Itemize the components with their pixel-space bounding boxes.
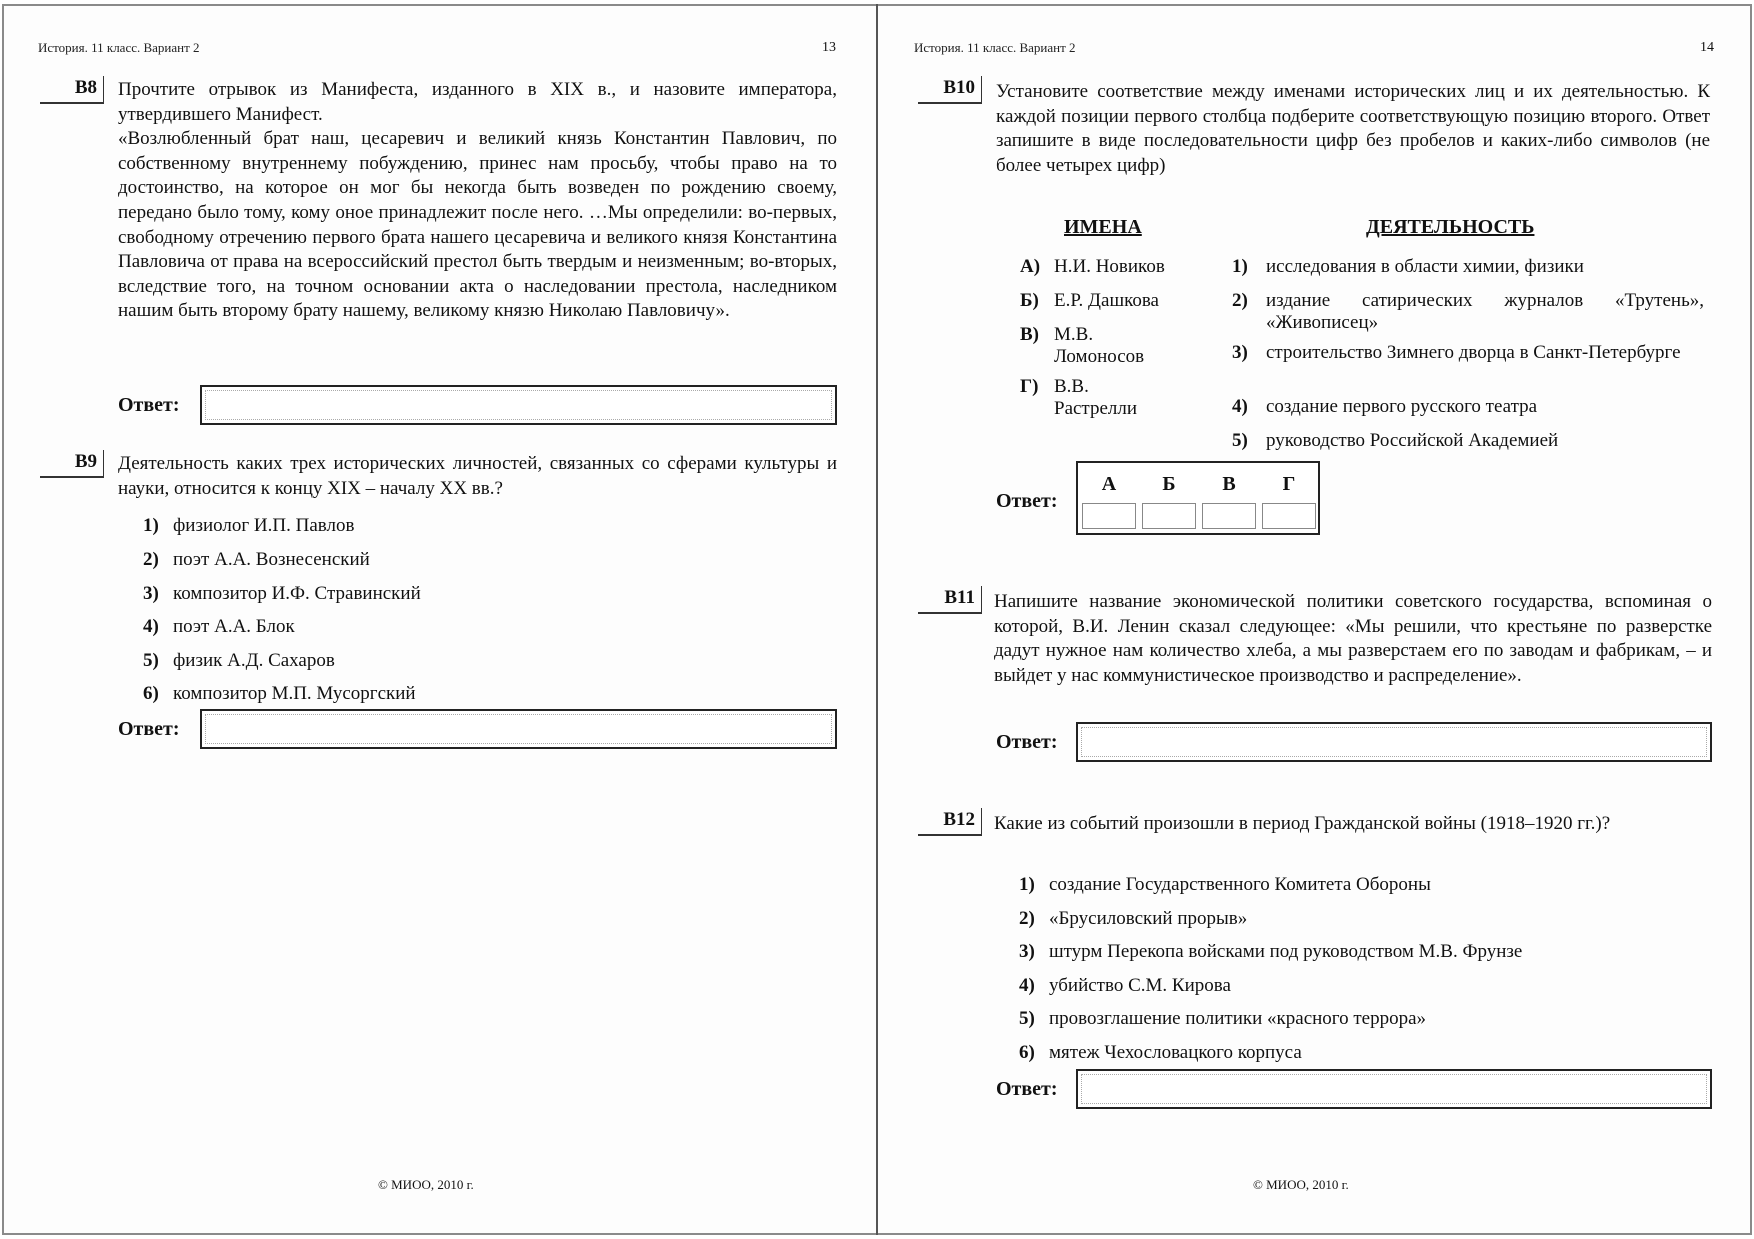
task-prompt: Установите соответствие между именами исторических лиц и их деятельностью. К каждой позиции первого столбца подберите соответствующую позицию второго. Ответ запишите в виде последовательности цифр без пробелов и каких-либо символов (не более четырех цифр) <box>996 81 1710 176</box>
option: 4) поэт А.А. Блок <box>143 616 295 637</box>
grid-column-v: В <box>1222 473 1236 495</box>
answer-field[interactable] <box>1076 722 1712 762</box>
option: 3) композитор И.Ф. Стравинский <box>143 583 421 604</box>
answer-cell-g[interactable] <box>1262 503 1316 529</box>
manifesto-quote: «Возлюбленный брат наш, цесаревич и великий князь Константин Павлович, по собственному внутреннему побуждению, принес нам просьбу, чтобы право на то достоинство, на которое он мог бы некогда быть возведен по рождению своему, передано было тому, кому оное принадлежит после него. …Мы определили: во-первых, свободному отречению первого брата нашего цесаревича и великого князя Константина Павловича от права на всероссийский престол быть твердым и неизменным; во-вторых, вследствие того, на точном основании акта о наследовании престола, наследником нашим быть второму брату нашему, великому князю Николаю Павловичу». <box>118 128 837 322</box>
option: 2) поэт А.А. Вознесенский <box>143 549 370 570</box>
answer-field[interactable] <box>200 385 837 425</box>
page-14: История. 11 класс. Вариант 2 14 B10 Установите соответствие между именами исторических лиц и их деятельностью. К каждой позиции первого столбца подберите соответствующую позицию второго. Ответ запишите в виде последовательности цифр без пробелов и каких-либо символов (не более четырех цифр) ИМЕНА ДЕЯТЕЛЬНОСТЬ А) Н.И. Новиков Б) Е.Р. Дашкова В) М.В. Ломоносов Г) В.В. Растрелли 1) исследования в области химии, физики 2) издание сатирических журналов «Трутень», «Живописец» 3) строительство Зимнего дворца в Санкт-Петербурге 4) создание первого русского театра 5) руководство Российской Академией Ответ: А Б В Г B11 Напишите название экономической политики советского государства, вспоминая о которой, В.И. Ленин сказал следующее: «Мы решили, что крестьяне по разверстке дадут нужное нам количество хлеба, а мы разверстаем его по заводам и фабрикам, – и выйдет у нас коммунистическое производство и распределение». Ответ: B12 Какие из событий произошли в период Гражданской войны (1918–1920 гг.)? 1) создание Государственного Комитета Обороны 2) «Брусиловский прорыв» 3) штурм Перекопа войсками под руководством М.В. Фрунзе 4) убийство С.М. Кирова 5) провозглашение политики «красного террора» 6) мятеж Чехословацкого корпуса Ответ: © МИОО, 2010 г. <box>914 40 1714 1192</box>
activity-heading: ДЕЯТЕЛЬНОСТЬ <box>1366 216 1535 238</box>
running-head: История. 11 класс. Вариант 2 <box>914 40 1076 55</box>
task-label: B12 <box>918 808 982 836</box>
option: 3) штурм Перекопа войсками под руководством М.В. Фрунзе <box>1019 941 1523 962</box>
task-prompt: Деятельность каких трех исторических личностей, связанных со сферами культуры и науки, относится к концу XIX – началу XX вв.? <box>118 453 837 499</box>
task-label: B11 <box>918 586 982 614</box>
answer-label: Ответ: <box>118 718 180 740</box>
answer-cell-b[interactable] <box>1142 503 1196 529</box>
option: 4) убийство С.М. Кирова <box>1019 975 1231 996</box>
grid-column-b: Б <box>1162 473 1176 495</box>
option: 6) композитор М.П. Мусоргский <box>143 683 416 704</box>
task-text <box>118 78 837 324</box>
answer-cell-a[interactable] <box>1082 503 1136 529</box>
page-13 <box>0 4 876 1235</box>
names-heading: ИМЕНА <box>1064 216 1142 238</box>
page-number: 13 <box>822 40 836 55</box>
answer-field[interactable] <box>200 709 837 749</box>
task-prompt: Какие из событий произошли в период Гражданской войны (1918–1920 гг.)? <box>994 813 1611 834</box>
option: 5) физик А.Д. Сахаров <box>143 650 335 671</box>
page-number: 14 <box>1700 40 1714 55</box>
answer-grid <box>1076 461 1320 535</box>
answer-label: Ответ: <box>996 490 1058 512</box>
copyright-footer: © МИОО, 2010 г. <box>1253 1177 1349 1192</box>
task-prompt: Напишите название экономической политики советского государства, вспоминая о которой, В.И. Ленин сказал следующее: «Мы решили, что крестьяне по разверстке дадут нужное нам количество хлеба, а мы разверстаем его по заводам и фабрикам, – и выйдет у нас коммунистическое производство и распределение». <box>994 591 1712 686</box>
grid-column-g: Г <box>1282 473 1296 495</box>
task-label: B8 <box>40 76 104 104</box>
answer-label: Ответ: <box>996 1078 1058 1100</box>
answer-cell-v[interactable] <box>1202 503 1256 529</box>
copyright-footer: © МИОО, 2010 г. <box>378 1177 474 1192</box>
option: 1) физиолог И.П. Павлов <box>143 515 355 536</box>
option: 5) провозглашение политики «красного террора» <box>1019 1008 1427 1029</box>
task-prompt: Прочтите отрывок из Манифеста, изданного в XIX в., и назовите императора, утвердившего Манифест. <box>118 79 837 125</box>
answer-field[interactable] <box>1076 1069 1712 1109</box>
grid-column-a: А <box>1101 473 1117 495</box>
task-label: B10 <box>918 76 982 104</box>
answer-label: Ответ: <box>118 394 180 416</box>
option: 6) мятеж Чехословацкого корпуса <box>1019 1042 1302 1063</box>
option: 2) «Брусиловский прорыв» <box>1019 908 1248 929</box>
running-head: История. 11 класс. Вариант 2 <box>38 40 200 55</box>
answer-label: Ответ: <box>996 731 1058 753</box>
option: 1) создание Государственного Комитета Обороны <box>1019 874 1431 895</box>
task-label: B9 <box>40 450 104 478</box>
